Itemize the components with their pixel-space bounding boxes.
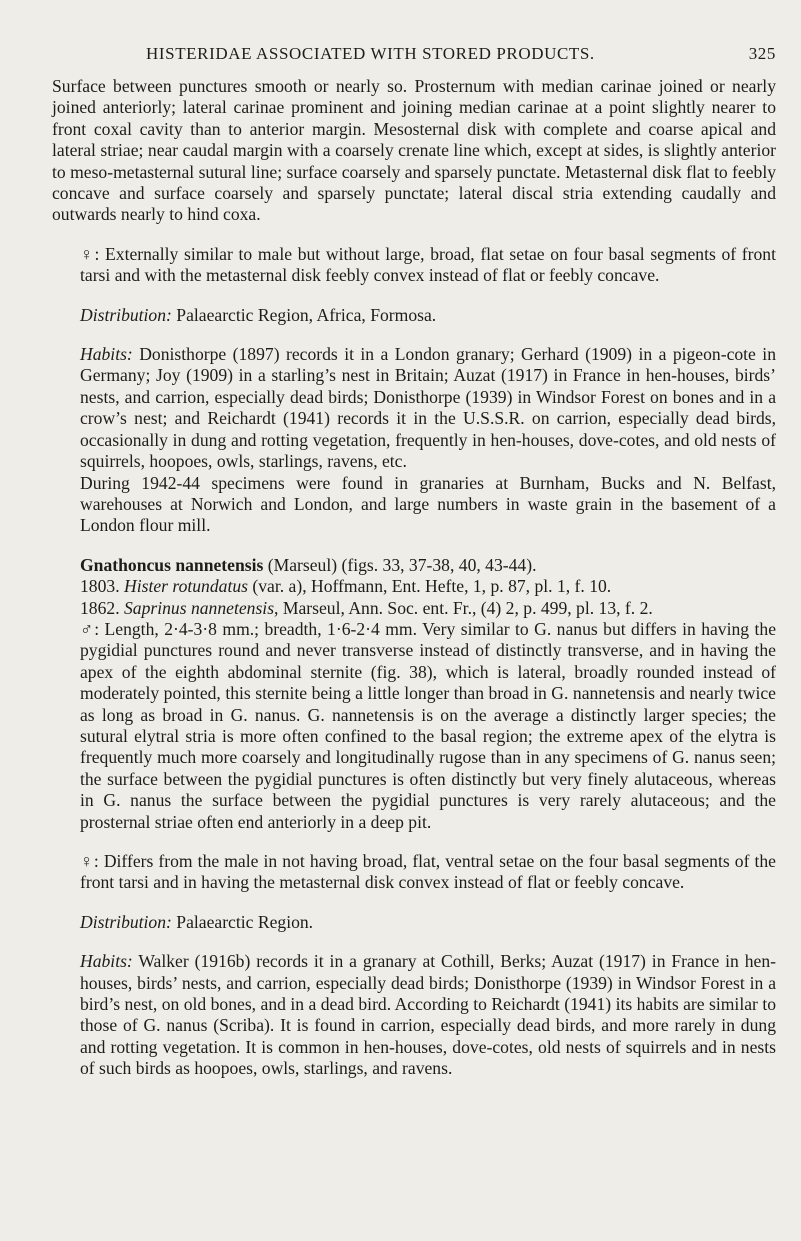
habits-label: Habits: — [80, 344, 133, 365]
distribution-label: Distribution: — [80, 304, 172, 325]
habits-text: Walker (1916b) records it in a granary at Cothill, Berks; Auzat (1917) in France in hen-houses, birds’ nests, and carrion, especially dead birds; Donisthorpe (1939) in Windsor Forest in a bird’s nest, on old bones, and in a dead bird. According to Reichardt (1941) its habits are similar to those of G. nanus (Scriba). It is found in carrion, especially dead birds, and more rarely in dung and rotting vegetation. It is common in hen-houses, dove-cotes, old nests of squirrels and in nests of such birds as hoopoes, owls, starlings, and ravens. — [80, 951, 776, 1079]
running-head — [146, 44, 776, 64]
paragraph-distribution — [52, 305, 776, 326]
distribution-text: Palaearctic Region. — [171, 911, 314, 932]
species-heading-text: (Marseul) (figs. 33, 37-38, 40, 43-44). — [263, 554, 537, 575]
ref-name: Hister rotundatus — [124, 576, 248, 597]
ref-year: 1862. — [80, 597, 120, 618]
paragraph-prosternum-description: Surface between punctures smooth or nearly so. Prosternum with median carinae joined or nearly joined anteriorly; lateral carinae prominent and joining median carinae at a point slightly nearer to front coxal cavity than to anterior margin. Mesosternal disk with complete and coarse apical and lateral striae; near caudal margin with a coarsely crenate line which, except at sides, is slightly anterior to meso-metasternal sutural line; surface coarsely and sparsely punctate. Metasternal disk flat to feebly concave and surface coarsely and sparsely punctate; lateral discal stria extending caudally and outwards nearly to hind coxa. — [52, 76, 777, 225]
distribution-text: Palaearctic Region, Africa, Formosa. — [171, 304, 437, 325]
ref-year: 1803. — [80, 576, 120, 597]
paragraph-male-description: ♂: Length, 2·4-3·8 mm.; breadth, 1·6-2·4 mm. Very similar to G. nanus but differs in having the pygidial punctures round and never transverse instead of distinctly transverse, and in having the apex of the eighth abdominal sternite (fig. 38), which is lateral, broadly rounded instead of moderately pointed, this sternite being a little longer than broad in G. nannetensis and nearly twice as long as broad in G. nanus. G. nannetensis is on the average a distinctly larger species; the sutural elytral stria is more often confined to the basal region; the extreme apex of the elytra is frequently much more coarsely and longitudinally rugose than in any specimens of G. nanus seen; the surface between the pygidial punctures is often distinctly but very finely alutaceous, whereas in G. nanus the surface between the pygidial punctures is very rarely alutaceous; and the prosternal striae often end anteriorly in a deep pit. — [80, 618, 776, 832]
distribution-label: Distribution: — [80, 911, 172, 932]
paragraph-habits — [52, 344, 776, 472]
ref-text: (var. a), Hoffmann, Ent. Hefte, 1, p. 87, pl. 1, f. 10. — [247, 576, 612, 597]
species-heading — [52, 555, 776, 576]
paragraph-female-description-2: ♀: Differs from the male in not having broad, flat, ventral setae on the four basal segments of the front tarsi and in having the metasternal disk convex instead of flat or feebly concave. — [80, 851, 776, 893]
species-name: Gnathoncus nannetensis — [80, 554, 264, 575]
habits-text: Donisthorpe (1897) records it in a London granary; Gerhard (1909) in a pigeon-cote in Germany; Joy (1909) in a starling’s nest in Britain; Auzat (1917) in France in hen-houses, birds’ nests, and carrion, especially dead birds; Donisthorpe (1939) in Windsor Forest on bones and in a crow’s nest; and Reichardt (1941) records it in the U.S.S.R. on carrion, especially dead birds, occasionally in dung and rotting vegetation, frequently in hen-houses, dove-cotes, and old nests of squirrels, hoopoes, owls, starlings, ravens, etc. — [80, 344, 776, 472]
page-number: 325 — [748, 44, 776, 63]
running-head-title: HISTERIDAE ASSOCIATED WITH STORED PRODUCTS. — [146, 44, 595, 63]
paragraph-habits-2 — [52, 951, 776, 1079]
synonym-reference — [52, 598, 776, 619]
paragraph-findings: During 1942-44 specimens were found in granaries at Burnham, Bucks and N. Belfast, warehouses at Norwich and London, and large numbers in waste grain in the basement of a London flour mill. — [80, 472, 776, 536]
paragraph-female-description: ♀: Externally similar to male but without large, broad, flat setae on four basal segments of front tarsi and with the metasternal disk feebly convex instead of flat or feebly concave. — [80, 243, 776, 286]
paragraph-distribution-2 — [52, 912, 776, 933]
ref-name: Saprinus nannetensis — [124, 597, 275, 618]
habits-label: Habits: — [80, 951, 133, 972]
ref-text: , Marseul, Ann. Soc. ent. Fr., (4) 2, p. 499, pl. 13, f. 2. — [274, 597, 653, 618]
page-body — [52, 76, 776, 1080]
synonym-reference — [52, 576, 776, 597]
